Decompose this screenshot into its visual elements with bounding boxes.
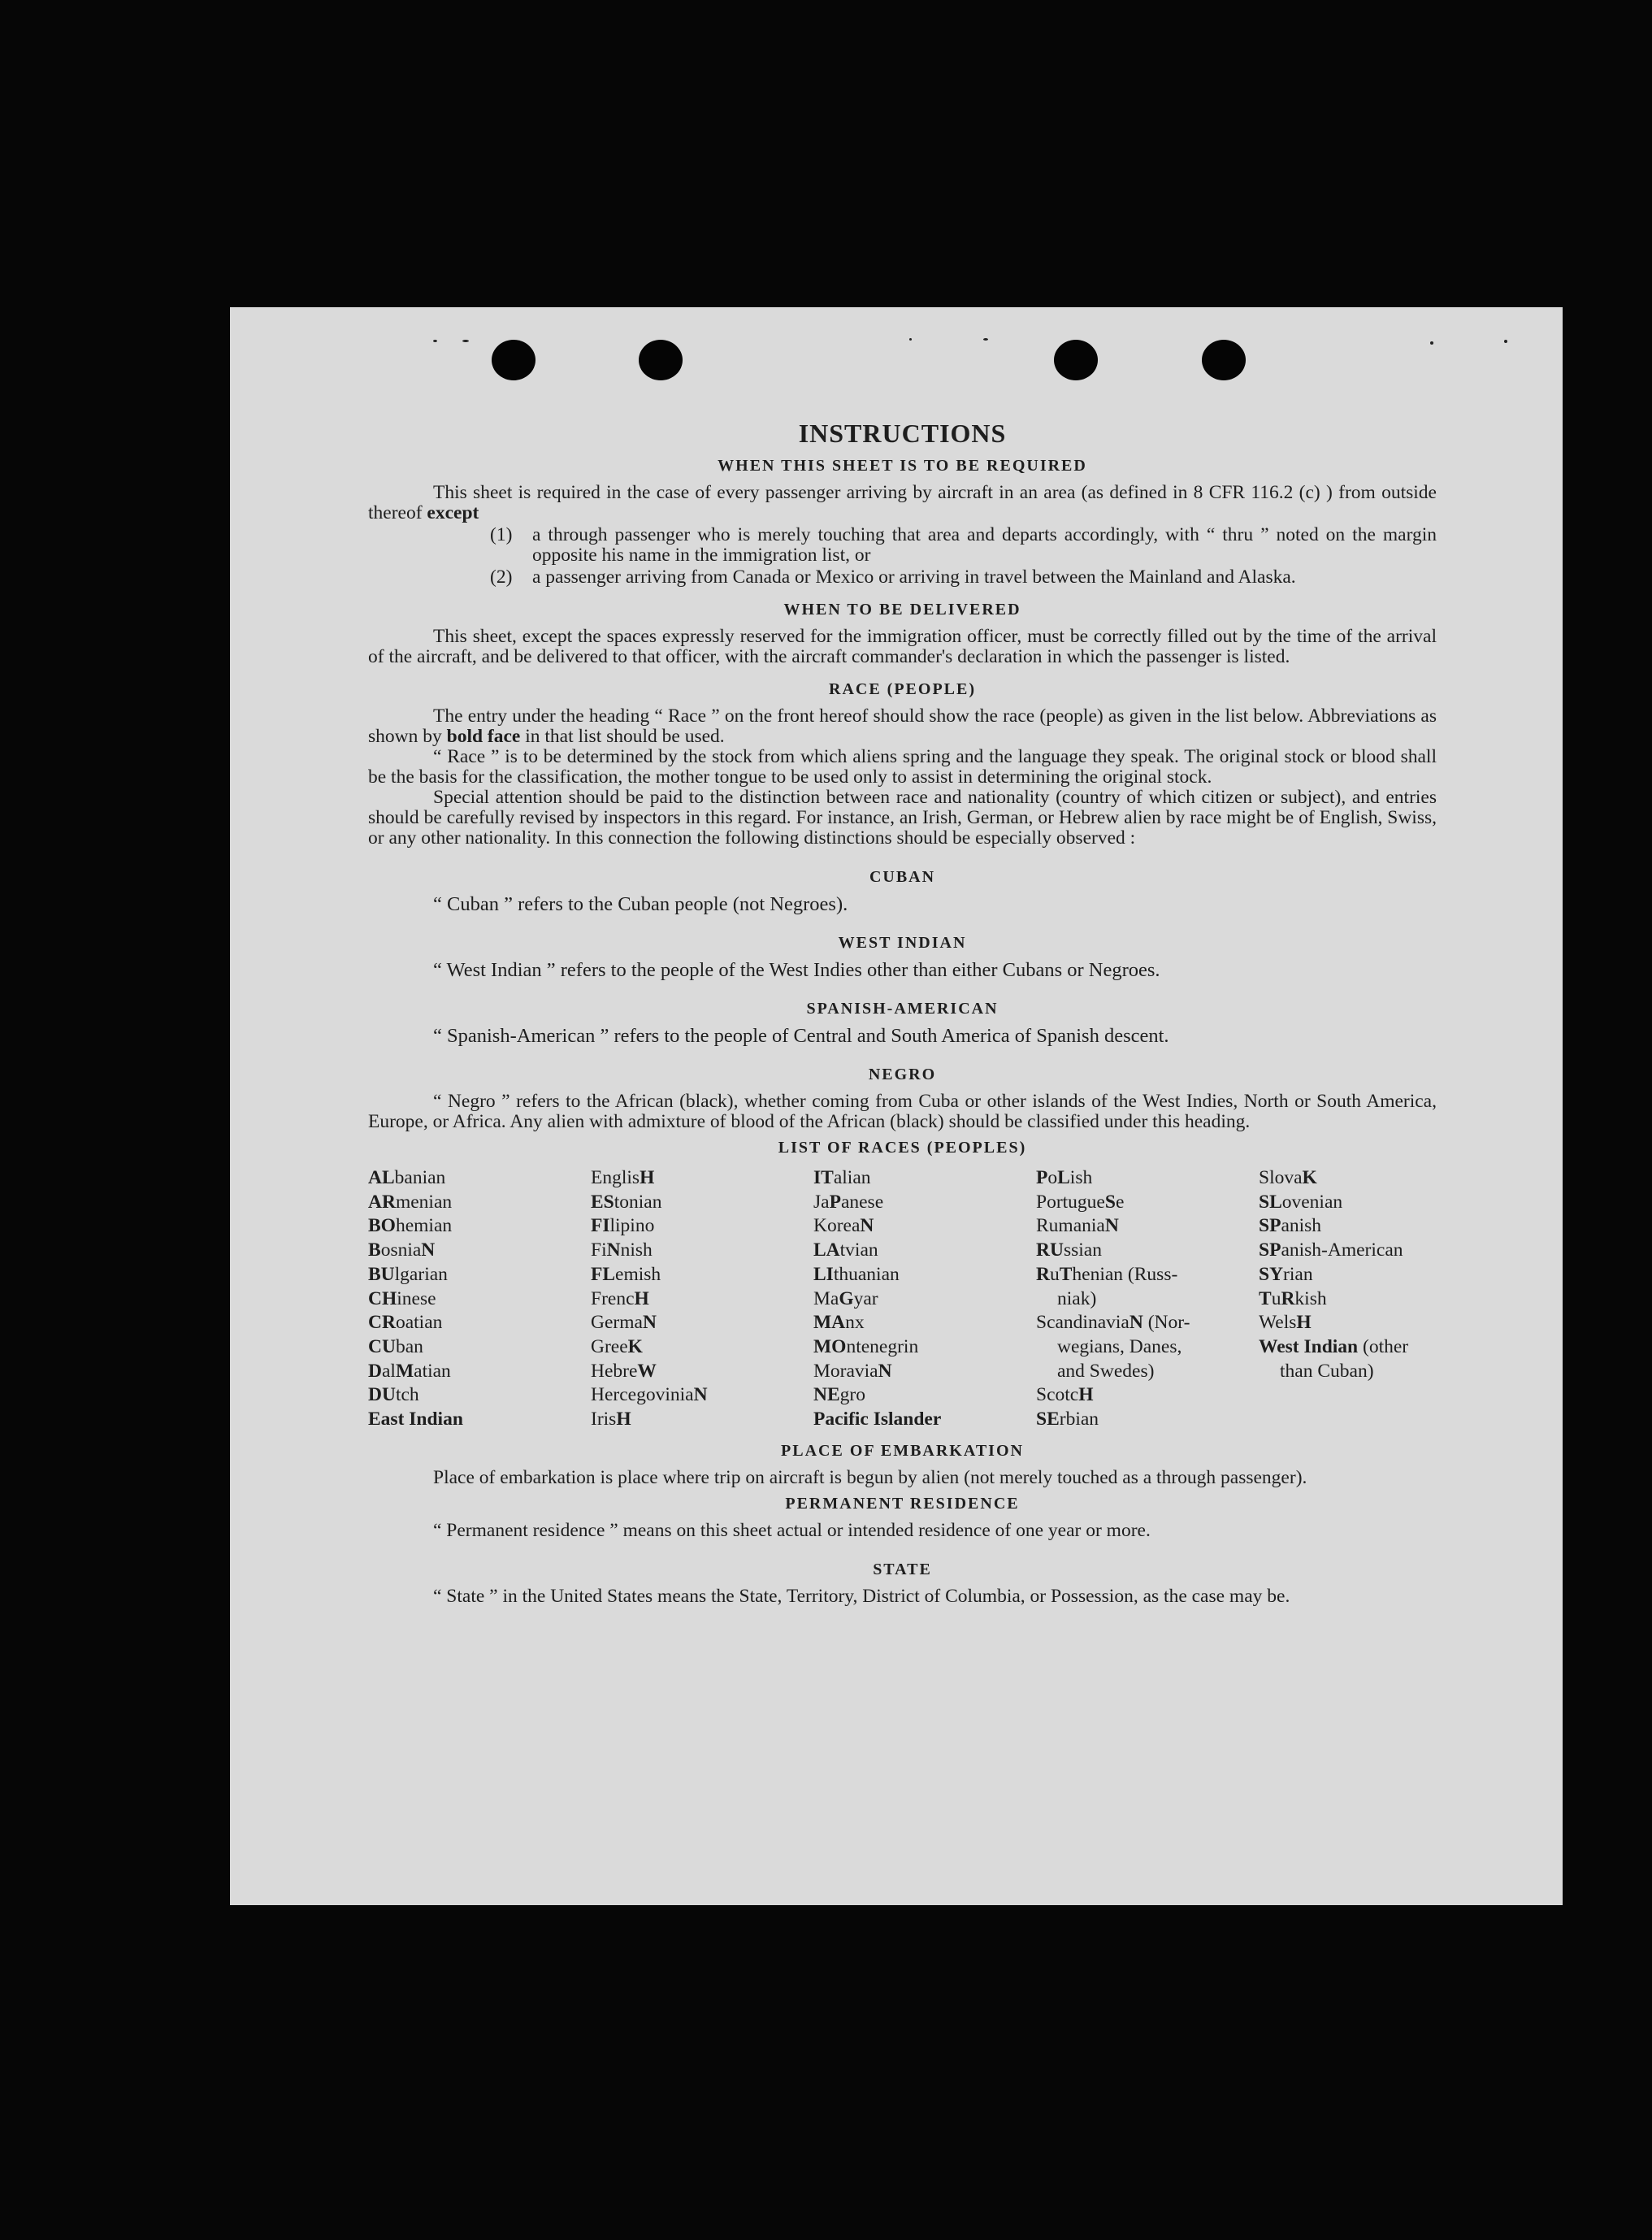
exception-item: (2) a passenger arriving from Canada or Mexico or arriving in travel between the Mainland and Alaska. — [490, 567, 1296, 588]
race-entry: EStonian — [591, 1191, 662, 1213]
punch-hole — [492, 340, 535, 380]
race-entry: BosniaN — [368, 1239, 436, 1261]
punch-hole — [639, 340, 683, 380]
paper-speck — [909, 338, 912, 341]
race-entry: ALbanian — [368, 1167, 446, 1188]
race-paragraph-3: Special attention should be paid to the distinction between race and nationality (country of which citizen or subject), and entries should be carefully revised by inspectors in this regard. For instance, an Irish, German, or Hebrew alien by race might be of English, Swiss, or any other nationality. In this connection the following distinctions should be especially observed : — [368, 787, 1437, 849]
negro-definition: “ Negro ” refers to the African (black), whether coming from Cuba or other islands of the West Indies, North or South America, Europe, or Africa. Any alien with admixture of blood of the African (black) should be classified under this heading. — [368, 1091, 1437, 1132]
section-heading-when-required: WHEN THIS SHEET IS TO BE REQUIRED — [718, 457, 1087, 475]
races-column — [813, 1166, 1036, 1432]
race-entry: GreeK — [591, 1335, 643, 1357]
race-entry: ScandinaviaN (Nor- — [1036, 1312, 1190, 1334]
paper-speck — [1504, 340, 1507, 343]
race-entry: East Indian — [368, 1409, 463, 1430]
race-entry: SPanish-American — [1259, 1239, 1403, 1261]
race-paragraph-1: The entry under the heading “ Race ” on the front hereof should show the race (people) as given in the list below. Abbreviations as shown by bold face in that list should be used. — [368, 705, 1437, 747]
race-entry: LAtvian — [813, 1239, 878, 1261]
punch-hole — [1202, 340, 1246, 380]
race-entry: SPanish — [1259, 1215, 1322, 1237]
races-column — [1036, 1166, 1259, 1432]
race-entry: SlovaK — [1259, 1167, 1317, 1188]
race-entry: RUssian — [1036, 1239, 1102, 1261]
section-heading-list-of-races: LIST OF RACES (PEOPLES) — [778, 1139, 1027, 1157]
race-entry: ARmenian — [368, 1191, 453, 1213]
race-entry: RumaniaN — [1036, 1215, 1119, 1237]
race-entry: niak) — [1057, 1287, 1097, 1309]
race-entry: MoraviaN — [813, 1360, 892, 1382]
races-column — [1259, 1166, 1437, 1432]
race-entry: NEgro — [813, 1384, 865, 1406]
races-list — [368, 1166, 1437, 1432]
section-heading-spanish-american: SPANISH-AMERICAN — [806, 1000, 999, 1018]
section-heading-west-indian: WEST INDIAN — [838, 934, 967, 952]
section-heading-race: RACE (PEOPLE) — [829, 680, 976, 698]
section-heading-residence: PERMANENT RESIDENCE — [785, 1494, 1020, 1513]
race-entry: BOhemian — [368, 1215, 453, 1237]
race-entry: West Indian (other — [1259, 1335, 1409, 1357]
race-entry: wegians, Danes, — [1057, 1335, 1182, 1357]
residence-paragraph: “ Permanent residence ” means on this sheet actual or intended residence of one year or more. — [433, 1519, 1151, 1541]
race-entry: than Cuban) — [1280, 1360, 1374, 1382]
spanish-american-definition: “ Spanish-American ” refers to the people of Central and South America of Spanish descent. — [433, 1025, 1169, 1047]
race-entry: FIlipino — [591, 1215, 655, 1237]
exception-item: (1) a through passenger who is merely touching that area and departs accordingly, with “ thru ” noted on the margin opposite his name in the immigration list, or — [490, 524, 1437, 566]
page-title: INSTRUCTIONS — [798, 419, 1007, 448]
races-column — [368, 1166, 591, 1432]
race-entry: EnglisH — [591, 1167, 655, 1188]
race-entry: MaGyar — [813, 1287, 878, 1309]
race-entry: HebreW — [591, 1360, 657, 1382]
section-heading-negro: NEGRO — [868, 1066, 937, 1083]
race-entry: CUban — [368, 1335, 423, 1357]
race-entry: HercegoviniaN — [591, 1384, 708, 1406]
race-entry: TuRkish — [1259, 1287, 1327, 1309]
instructions-content — [368, 418, 1437, 1607]
cuban-definition: “ Cuban ” refers to the Cuban people (not Negroes). — [433, 893, 848, 915]
race-entry: DalMatian — [368, 1360, 451, 1382]
race-entry: MAnx — [813, 1312, 865, 1334]
paper-speck — [433, 340, 437, 342]
race-entry: CRoatian — [368, 1312, 443, 1334]
paper-speck — [462, 340, 469, 342]
race-entry: WelsH — [1259, 1312, 1312, 1334]
west-indian-definition: “ West Indian ” refers to the people of the West Indies other than either Cubans or Negroes. — [433, 959, 1160, 981]
race-entry: LIthuanian — [813, 1263, 900, 1285]
race-entry: RuThenian (Russ- — [1036, 1263, 1178, 1285]
state-paragraph: “ State ” in the United States means the State, Territory, District of Columbia, or Possession, as the case may be. — [433, 1585, 1290, 1607]
paper-speck — [1430, 341, 1433, 345]
race-paragraph-2: “ Race ” is to be determined by the stock from which aliens spring and the language they speak. The original stock or blood shall be the basis for the classification, the mother tongue to be used only to assist in determining the original stock. — [368, 746, 1437, 788]
section-heading-state: STATE — [873, 1560, 932, 1578]
race-entry: KoreaN — [813, 1215, 874, 1237]
race-entry: GermaN — [591, 1312, 657, 1334]
race-entry: BUlgarian — [368, 1263, 448, 1285]
race-entry: SErbian — [1036, 1409, 1099, 1430]
race-entry: ITalian — [813, 1167, 871, 1188]
paper-speck — [983, 338, 988, 341]
instruction-sheet — [230, 307, 1563, 1905]
section-heading-when-delivered: WHEN TO BE DELIVERED — [783, 601, 1021, 619]
race-entry: MOntenegrin — [813, 1335, 919, 1357]
races-column — [591, 1166, 813, 1432]
embarkation-paragraph: Place of embarkation is place where trip on aircraft is begun by alien (not merely touched as a through passenger). — [433, 1466, 1307, 1488]
race-entry: FiNnish — [591, 1239, 653, 1261]
race-entry: JaPanese — [813, 1191, 884, 1213]
race-entry: DUtch — [368, 1384, 419, 1406]
race-entry: CHinese — [368, 1287, 436, 1309]
race-entry: Pacific Islander — [813, 1409, 942, 1430]
race-entry: ScotcH — [1036, 1384, 1094, 1406]
when-required-paragraph: This sheet is required in the case of every passenger arriving by aircraft in an area (as defined in 8 CFR 116.2 (c) ) from outside thereof except — [368, 482, 1437, 523]
race-entry: FrencH — [591, 1287, 649, 1309]
race-entry: SLovenian — [1259, 1191, 1343, 1213]
punch-hole — [1054, 340, 1098, 380]
race-entry: SYrian — [1259, 1263, 1313, 1285]
race-entry: and Swedes) — [1057, 1360, 1155, 1382]
race-entry: PortugueSe — [1036, 1191, 1125, 1213]
section-heading-cuban: CUBAN — [869, 868, 936, 886]
section-heading-embarkation: PLACE OF EMBARKATION — [781, 1441, 1024, 1460]
race-entry: FLemish — [591, 1263, 661, 1285]
race-entry: PoLish — [1036, 1167, 1093, 1188]
when-delivered-paragraph: This sheet, except the spaces expressly reserved for the immigration officer, must be correctly filled out by the time of the arrival of the aircraft, and be delivered to that officer, with the aircraft commander's declaration in which the passenger is listed. — [368, 626, 1437, 667]
race-entry: IrisH — [591, 1409, 631, 1430]
